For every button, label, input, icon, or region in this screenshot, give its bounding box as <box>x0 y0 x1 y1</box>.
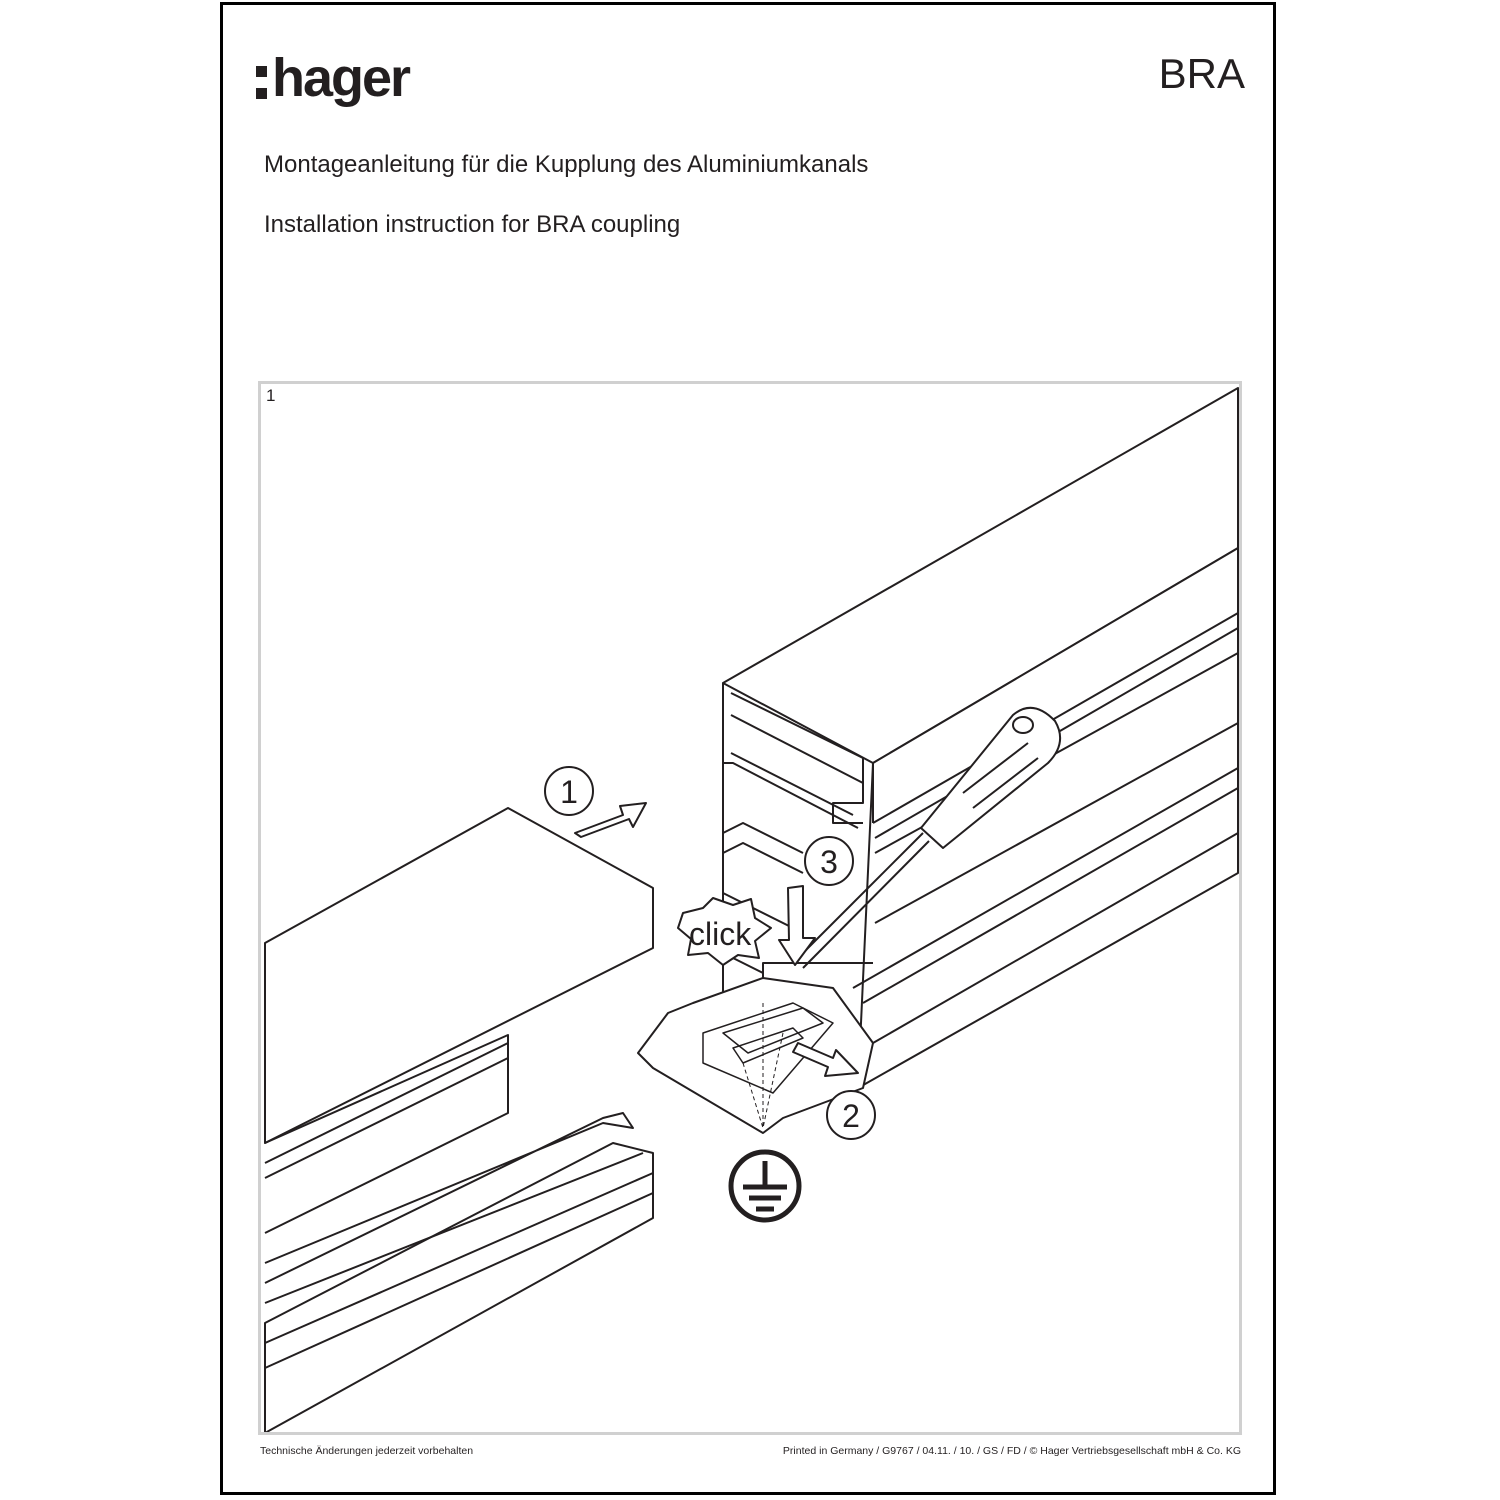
callout-2 <box>827 1091 875 1139</box>
left-channel-top <box>265 808 653 1143</box>
click-label: click <box>689 916 752 952</box>
hager-logo <box>256 48 409 108</box>
callout-3 <box>805 837 853 885</box>
callout-1 <box>545 767 593 815</box>
logo-colon-icon <box>256 58 268 102</box>
logo-text: hager <box>272 48 410 108</box>
title-german: Montageanleitung für die Kupplung des Aluminiumkanals <box>264 151 869 178</box>
protective-earth-icon <box>731 1152 799 1220</box>
footer-left: Technische Änderungen jederzeit vorbehalten <box>260 1445 474 1457</box>
svg-text:3: 3 <box>820 844 838 880</box>
footer-right: Printed in Germany / G9767 / 04.11. / 10. / GS / FD / © Hager Vertriebsgesellschaft mbH & Co. KG <box>782 1445 1241 1457</box>
svg-text:1: 1 <box>560 774 578 810</box>
figure-frame <box>258 381 1242 1435</box>
left-channel-front <box>265 1143 653 1432</box>
arrow-step-3 <box>779 886 815 965</box>
product-code: BRA <box>1158 50 1245 97</box>
click-burst-icon <box>678 898 771 965</box>
assembly-drawing <box>261 384 1239 1432</box>
svg-text:2: 2 <box>842 1098 860 1134</box>
figure-number: 1 <box>266 386 276 405</box>
title-english: Installation instruction for BRA coupling <box>264 211 681 238</box>
